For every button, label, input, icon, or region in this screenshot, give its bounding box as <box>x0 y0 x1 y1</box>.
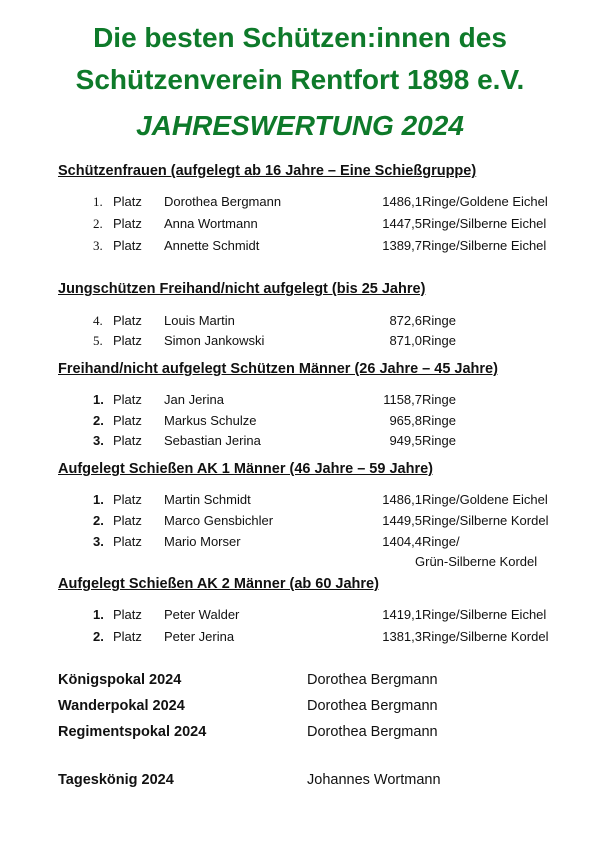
award: Ringe <box>422 433 456 448</box>
shooter-name: Marco Gensbichler <box>164 513 274 528</box>
award: Ringe/Silberne Kordel <box>422 629 549 644</box>
section-heading-jungschuetzen: Jungschützen Freihand/nicht aufgelegt (bis 25 Jahre) <box>58 281 426 297</box>
cup-label: Wanderpokal 2024 <box>58 698 185 714</box>
award: Ringe/Goldene Eichel <box>422 492 548 507</box>
shooter-name: Mario Morser <box>164 534 241 549</box>
score: 1389,7 <box>382 238 422 253</box>
award: Ringe <box>422 392 456 407</box>
section-heading-ak2-maenner: Aufgelegt Schießen AK 2 Männer (ab 60 Jahre) <box>58 576 379 592</box>
score: 1404,4 <box>382 534 422 549</box>
award: Ringe/Silberne Kordel <box>422 513 549 528</box>
ranking-row <box>0 333 600 351</box>
ranking-row <box>0 629 600 647</box>
rank: 3. <box>93 534 104 549</box>
award: Ringe/Silberne Eichel <box>422 238 547 253</box>
platz-label: Platz <box>113 492 142 507</box>
ranking-row <box>0 534 600 552</box>
rank: 1. <box>93 492 104 507</box>
ranking-row <box>0 194 600 212</box>
shooter-name: Anna Wortmann <box>164 216 258 231</box>
ranking-row <box>0 238 600 256</box>
platz-label: Platz <box>113 513 142 528</box>
score: 1419,1 <box>382 607 422 622</box>
rank: 4. <box>93 313 103 328</box>
platz-label: Platz <box>113 238 142 253</box>
score: 1449,5 <box>382 513 422 528</box>
ranking-row <box>0 392 600 410</box>
ranking-row <box>0 313 600 331</box>
platz-label: Platz <box>113 216 142 231</box>
cup-label: Regimentspokal 2024 <box>58 724 207 740</box>
ranking-row <box>0 607 600 625</box>
rank: 3. <box>93 433 104 448</box>
ranking-row <box>0 492 600 510</box>
rank: 2. <box>93 629 104 644</box>
platz-label: Platz <box>113 413 142 428</box>
award-continuation: Grün-Silberne Kordel <box>415 554 538 569</box>
rank: 1. <box>93 607 104 622</box>
score: 1158,7 <box>383 392 422 407</box>
ranking-row <box>0 433 600 451</box>
score: 1447,5 <box>382 216 422 231</box>
award: Ringe/ <box>422 534 460 549</box>
platz-label: Platz <box>113 392 142 407</box>
title-year-ranking: JAHRESWERTUNG 2024 <box>136 110 464 141</box>
platz-label: Platz <box>113 433 142 448</box>
rank: 1. <box>93 194 103 209</box>
score: 1381,3 <box>382 629 422 644</box>
cup-winner: Johannes Wortmann <box>307 772 441 788</box>
ranking-row <box>0 413 600 431</box>
platz-label: Platz <box>113 333 142 348</box>
cup-label: Königspokal 2024 <box>58 672 182 688</box>
platz-label: Platz <box>113 629 142 644</box>
shooter-name: Peter Walder <box>164 607 240 622</box>
award: Ringe <box>422 313 456 328</box>
platz-label: Platz <box>113 607 142 622</box>
ranking-row <box>0 513 600 531</box>
rank: 2. <box>93 513 104 528</box>
rank: 5. <box>93 333 103 348</box>
shooter-name: Simon Jankowski <box>164 333 265 348</box>
shooter-name: Dorothea Bergmann <box>164 194 282 209</box>
award: Ringe/Silberne Eichel <box>422 607 547 622</box>
shooter-name: Jan Jerina <box>164 392 224 407</box>
section-heading-schuetzenfrauen: Schützenfrauen (aufgelegt ab 16 Jahre – Eine Schießgruppe) <box>58 163 477 179</box>
platz-label: Platz <box>113 194 142 209</box>
award: Ringe <box>422 413 456 428</box>
score: 965,8 <box>389 413 422 428</box>
ranking-row <box>0 216 600 234</box>
title-line-1: Die besten Schützen:innen des <box>93 22 507 53</box>
section-heading-freihand-maenner: Freihand/nicht aufgelegt Schützen Männer (26 Jahre – 45 Jahre) <box>58 361 498 377</box>
cup-winner: Dorothea Bergmann <box>307 672 438 688</box>
section-heading-ak1-maenner: Aufgelegt Schießen AK 1 Männer (46 Jahre – 59 Jahre) <box>58 461 433 477</box>
award: Ringe/Goldene Eichel <box>422 194 548 209</box>
rank: 2. <box>93 216 103 231</box>
cup-winner: Dorothea Bergmann <box>307 724 438 740</box>
score: 1486,1 <box>382 194 422 209</box>
shooter-name: Martin Schmidt <box>164 492 251 507</box>
shooter-name: Annette Schmidt <box>164 238 260 253</box>
shooter-name: Sebastian Jerina <box>164 433 261 448</box>
cup-winner: Dorothea Bergmann <box>307 698 438 714</box>
rank: 1. <box>93 392 104 407</box>
score: 1486,1 <box>382 492 422 507</box>
platz-label: Platz <box>113 313 142 328</box>
award: Ringe/Silberne Eichel <box>422 216 547 231</box>
shooter-name: Peter Jerina <box>164 629 235 644</box>
score: 871,0 <box>389 333 422 348</box>
rank: 3. <box>93 238 103 253</box>
award: Ringe <box>422 333 456 348</box>
shooter-name: Louis Martin <box>164 313 235 328</box>
title-line-2: Schützenverein Rentfort 1898 e.V. <box>75 64 525 95</box>
platz-label: Platz <box>113 534 142 549</box>
rank: 2. <box>93 413 104 428</box>
score: 949,5 <box>389 433 422 448</box>
cup-label: Tageskönig 2024 <box>58 772 174 788</box>
ranking-row-continuation <box>0 554 600 572</box>
shooter-name: Markus Schulze <box>164 413 257 428</box>
score: 872,6 <box>389 313 422 328</box>
